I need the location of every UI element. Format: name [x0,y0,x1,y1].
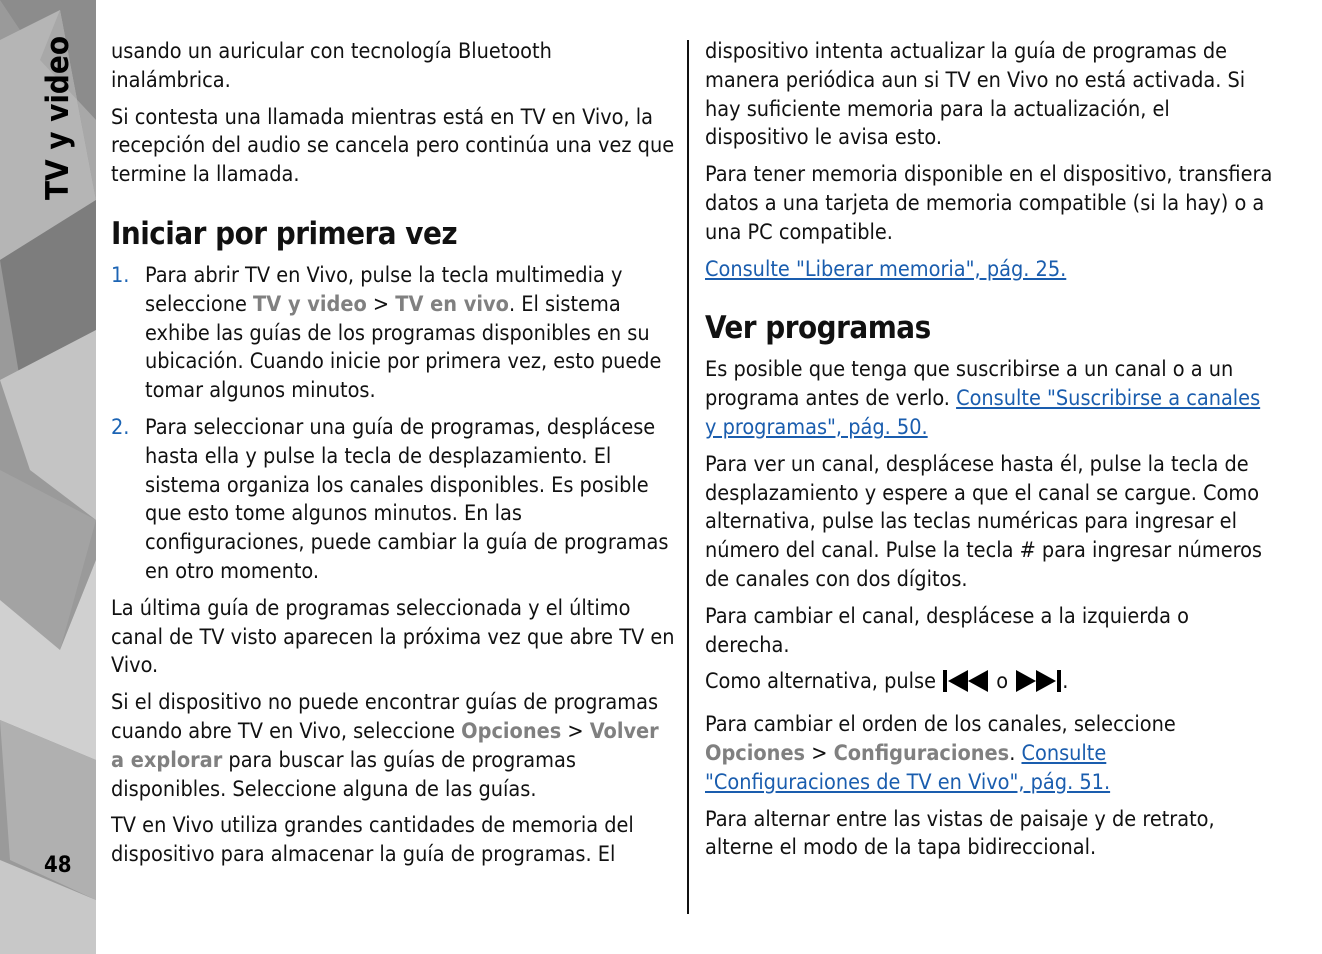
paragraph: La última guía de programas seleccionada y el último canal de TV visto aparecen la próxima vez que abre TV en Vivo. [111,595,675,679]
menu-separator: > [561,718,590,744]
step-item [111,262,677,406]
menu-separator: > [366,291,396,317]
paragraph [705,256,1275,285]
paragraph: usando un auricular con tecnología Bluetooth inalámbrica. [111,39,552,93]
paragraph [111,689,677,804]
right-column [705,38,1275,871]
paragraph: Para alternar entre las vistas de paisaje y de retrato, alterne el modo de la tapa bidireccional. [705,806,1215,861]
paragraph: Para tener memoria disponible en el dispositivo, transfiera datos a una tarjeta de memoria compatible (si la hay) o a una PC compatible. [705,162,1273,245]
heading-ver-programas: Ver programas [705,310,931,347]
step-text: Para seleccionar una guía de programas, desplácese hasta ella y pulse la tecla de desplazamiento. El sistema organiza los canales disponibles. Es posible que esto tome algunos minutos. En las configuraciones, puede cambiar la guía de programas en otro momento. [145,414,669,584]
paragraph: Si contesta una llamada mientras está en TV en Vivo, la recepción del audio se cancela pero continúa una vez que termine la llamada. [111,104,675,188]
skip-forward-icon [1014,668,1062,703]
paragraph [705,668,1275,703]
section-title: TV y video [40,36,76,200]
paragraph: Para cambiar el canal, desplácese a la izquierda o derecha. [705,603,1189,658]
menu-path-item: Opciones [705,740,806,766]
column-divider [687,40,689,914]
menu-path-item: Volver a explorar [111,718,659,773]
skip-back-icon [942,668,990,703]
paragraph [705,356,1275,442]
heading-iniciar: Iniciar por primera vez [111,215,458,252]
link-suscribirse[interactable]: Consulte "Suscribirse a canales y programas", pág. 50. [705,386,1261,440]
paragraph-text: Como alternativa, pulse [705,669,943,695]
sidebar-band [0,0,96,954]
paragraph-text: Si el dispositivo no puede encontrar guías de programas cuando abre TV en Vivo, seleccione [111,690,659,744]
paragraph-text: o [990,669,1015,695]
step-text: Para abrir TV en Vivo, pulse la tecla multimedia y seleccione [145,262,623,317]
paragraph: dispositivo intenta actualizar la guía de programas de manera periódica aun si TV en Vivo no está activada. Si hay suficiente memoria para la actualización, el dispositivo le avisa esto. [705,39,1246,151]
paragraph-text: Es posible que tenga que suscribirse a un canal o a un programa antes de verlo. [705,357,1234,412]
step-text: . El sistema exhibe las guías de los programas disponibles en su ubicación. Cuando inicie por primera vez, esto puede tomar algunos minutos. [145,291,662,404]
steps-list [111,262,677,587]
paragraph-text: . [1062,669,1069,695]
menu-path-item: TV y video [253,291,367,317]
menu-path-item: TV en vivo [395,291,509,317]
paragraph-text: para buscar las guías de programas disponibles. Seleccione alguna de las guías. [111,747,576,802]
page-number: 48 [44,853,72,878]
link-configuraciones[interactable]: Consulte "Configuraciones de TV en Vivo", pág. 51. [705,740,1111,795]
menu-path-item: Configuraciones [833,740,1010,766]
step-number: 2. [111,414,130,440]
paragraph [705,711,1275,797]
step-number: 1. [111,262,130,288]
left-column [111,38,677,878]
paragraph: TV en Vivo utiliza grandes cantidades de memoria del dispositivo para almacenar la guía de programas. El [111,813,634,868]
paragraph-text: . [1009,740,1022,766]
step-item [111,414,677,587]
menu-separator: > [805,740,834,766]
paragraph-text: Para cambiar el orden de los canales, seleccione [705,712,1176,738]
link-liberar-memoria[interactable]: Consulte "Liberar memoria", pág. 25. [705,256,1067,282]
paragraph: Para ver un canal, desplácese hasta él, pulse la tecla de desplazamiento y espere a que el canal se cargue. Como alternativa, pulse las teclas numéricas para ingresar el número del canal. Pulse la tecla # para ingresar números de canales con dos dígitos. [705,451,1262,592]
menu-path-item: Opciones [461,718,562,744]
